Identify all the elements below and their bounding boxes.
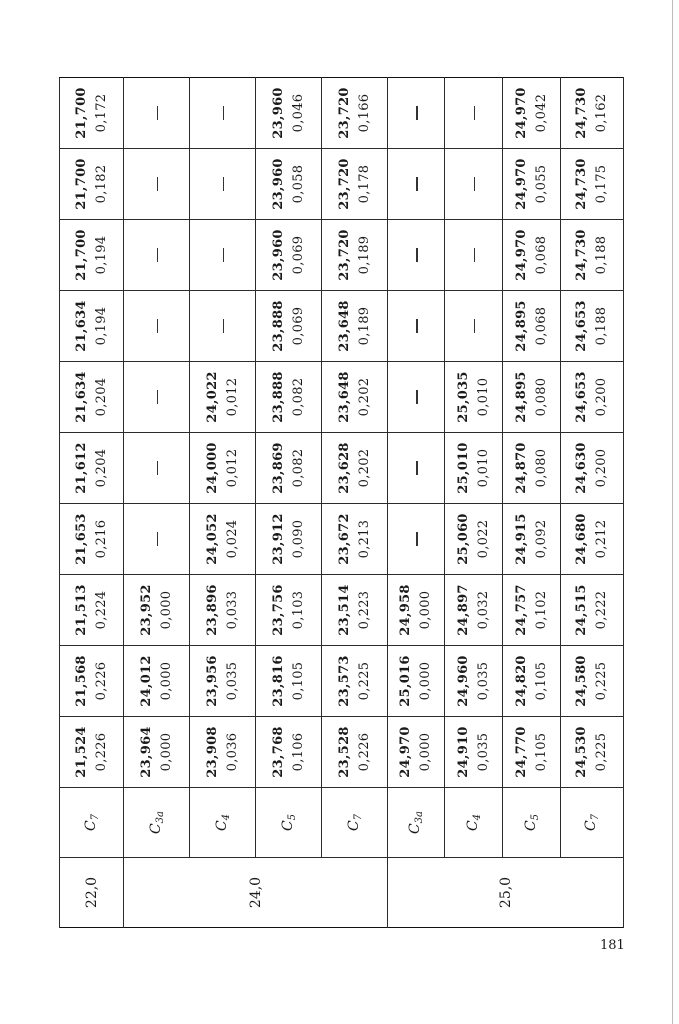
value-main: 23,648 xyxy=(336,371,352,423)
value-secondary: 0,033 xyxy=(224,590,240,630)
value-secondary: 0,035 xyxy=(224,661,240,701)
value-main: 23,912 xyxy=(270,513,286,565)
value-cell xyxy=(503,646,561,717)
dash-mark xyxy=(157,390,159,404)
value-main: 23,964 xyxy=(138,726,154,778)
value-main: 23,628 xyxy=(336,442,352,494)
group-label-subscript: 5 xyxy=(286,813,298,821)
value-cell xyxy=(124,575,190,646)
value-main: 23,720 xyxy=(336,229,352,281)
value-secondary: 0,189 xyxy=(356,306,372,346)
value-cell xyxy=(256,575,322,646)
group-label-cell xyxy=(445,788,503,858)
value-cell xyxy=(190,646,256,717)
empty-dash-cell xyxy=(190,78,256,149)
group-label-cell xyxy=(503,788,561,858)
empty-dash-cell xyxy=(388,362,445,433)
value-secondary: 0,204 xyxy=(93,377,109,417)
value-main: 23,648 xyxy=(336,300,352,352)
value-secondary: 0,024 xyxy=(224,519,240,559)
value-cell xyxy=(388,575,445,646)
value-secondary: 0,090 xyxy=(290,519,306,559)
value-cell xyxy=(190,717,256,788)
value-cell xyxy=(388,646,445,717)
value-secondary: 0,194 xyxy=(93,235,109,275)
value-main: 23,672 xyxy=(336,513,352,565)
value-cell xyxy=(561,149,624,220)
value-main: 23,952 xyxy=(138,584,154,636)
dash-mark xyxy=(157,319,159,333)
value-main: 24,730 xyxy=(574,229,589,281)
value-cell xyxy=(60,220,124,291)
value-secondary: 0,022 xyxy=(475,519,491,559)
value-cell xyxy=(561,433,624,504)
value-secondary: 0,080 xyxy=(533,377,549,417)
empty-dash-cell xyxy=(190,149,256,220)
empty-dash-cell xyxy=(124,362,190,433)
value-secondary: 0,226 xyxy=(93,661,109,701)
value-main: 23,720 xyxy=(336,87,352,139)
value-secondary: 0,036 xyxy=(224,732,240,772)
value-cell xyxy=(322,575,388,646)
value-main: 21,700 xyxy=(73,229,89,281)
value-cell xyxy=(256,362,322,433)
value-cell xyxy=(60,717,124,788)
value-main: 23,768 xyxy=(270,726,286,778)
value-cell xyxy=(256,291,322,362)
empty-dash-cell xyxy=(388,433,445,504)
value-main: 21,568 xyxy=(73,655,89,707)
value-secondary: 0,010 xyxy=(475,448,491,488)
empty-dash-cell xyxy=(445,149,503,220)
group-label-subscript: 3a xyxy=(414,810,425,824)
page-edge-line xyxy=(672,0,673,1024)
value-cell xyxy=(561,78,624,149)
value-cell xyxy=(503,149,561,220)
value-main: 24,580 xyxy=(574,655,589,707)
value-main: 23,528 xyxy=(336,726,352,778)
value-main: 24,022 xyxy=(204,371,220,423)
empty-dash-cell xyxy=(124,433,190,504)
value-secondary: 0,212 xyxy=(594,519,609,559)
empty-dash-cell xyxy=(388,291,445,362)
value-secondary: 0,010 xyxy=(475,377,491,417)
value-secondary: 0,080 xyxy=(533,448,549,488)
value-cell xyxy=(60,78,124,149)
dash-mark xyxy=(157,461,159,475)
dash-mark xyxy=(416,106,418,120)
group-label-cell xyxy=(388,788,445,858)
value-main: 24,960 xyxy=(455,655,471,707)
value-secondary: 0,012 xyxy=(224,448,240,488)
value-main: 23,960 xyxy=(270,87,286,139)
value-main: 24,970 xyxy=(513,158,529,210)
value-secondary: 0,000 xyxy=(158,661,174,701)
value-secondary: 0,069 xyxy=(290,235,306,275)
value-main: 24,052 xyxy=(204,513,220,565)
value-secondary: 0,216 xyxy=(93,519,109,559)
value-cell xyxy=(322,220,388,291)
empty-dash-cell xyxy=(388,149,445,220)
dash-mark xyxy=(416,390,418,404)
dash-mark xyxy=(416,461,418,475)
empty-dash-cell xyxy=(388,78,445,149)
dash-mark xyxy=(416,177,418,191)
group-label-cell xyxy=(190,788,256,858)
empty-dash-cell xyxy=(445,291,503,362)
value-secondary: 0,055 xyxy=(533,164,549,204)
dash-mark xyxy=(474,177,476,191)
value-main: 24,757 xyxy=(513,584,529,636)
value-main: 24,012 xyxy=(138,655,154,707)
value-cell xyxy=(256,433,322,504)
value-main: 24,680 xyxy=(574,513,589,565)
group-label-base: C xyxy=(279,820,296,832)
group-label-cell xyxy=(60,788,124,858)
value-main: 25,010 xyxy=(455,442,471,494)
value-main: 23,960 xyxy=(270,158,286,210)
value-secondary: 0,223 xyxy=(356,590,372,630)
value-secondary: 0,202 xyxy=(356,448,372,488)
table-row xyxy=(561,78,624,928)
value-cell xyxy=(561,646,624,717)
value-cell xyxy=(60,504,124,575)
value-main: 24,910 xyxy=(455,726,471,778)
value-main: 21,700 xyxy=(73,158,89,210)
empty-dash-cell xyxy=(124,291,190,362)
value-cell xyxy=(388,717,445,788)
table-row xyxy=(60,78,124,928)
value-main: 24,653 xyxy=(574,300,589,352)
value-cell xyxy=(322,504,388,575)
group-label-subscript: 4 xyxy=(220,813,232,821)
value-secondary: 0,068 xyxy=(533,235,549,275)
table-row xyxy=(388,78,445,928)
table-row xyxy=(124,78,190,928)
value-cell xyxy=(190,362,256,433)
value-cell xyxy=(561,575,624,646)
dash-mark xyxy=(157,248,159,262)
value-secondary: 0,068 xyxy=(533,306,549,346)
table-body xyxy=(60,78,624,928)
value-main: 21,653 xyxy=(73,513,89,565)
group-label-base: C xyxy=(213,820,230,832)
value-main: 24,630 xyxy=(574,442,589,494)
group-label-cell xyxy=(561,788,624,858)
value-main: 21,524 xyxy=(73,726,89,778)
value-cell xyxy=(256,504,322,575)
value-cell xyxy=(256,78,322,149)
value-secondary: 0,082 xyxy=(290,377,306,417)
value-secondary: 0,178 xyxy=(356,164,372,204)
group-label-subscript: 7 xyxy=(89,813,101,821)
value-main: 24,958 xyxy=(398,584,413,636)
dash-mark xyxy=(223,106,225,120)
empty-dash-cell xyxy=(445,78,503,149)
value-main: 23,956 xyxy=(204,655,220,707)
value-secondary: 0,000 xyxy=(418,732,433,772)
level-cell: 22,0 xyxy=(60,858,124,928)
group-label-base: C xyxy=(583,820,599,832)
value-secondary: 0,222 xyxy=(594,590,609,630)
value-cell xyxy=(322,291,388,362)
data-table xyxy=(59,77,624,928)
value-secondary: 0,000 xyxy=(418,661,433,701)
group-label-subscript: 3a xyxy=(154,810,166,824)
value-main: 24,770 xyxy=(513,726,529,778)
value-cell xyxy=(256,646,322,717)
value-secondary: 0,092 xyxy=(533,519,549,559)
rotated-table-container xyxy=(59,78,623,928)
value-cell xyxy=(256,149,322,220)
group-label-cell xyxy=(256,788,322,858)
value-cell xyxy=(503,504,561,575)
page-number: 181 xyxy=(600,938,625,953)
dash-mark xyxy=(474,248,476,262)
value-secondary: 0,188 xyxy=(594,235,609,275)
group-label-subscript: 5 xyxy=(529,813,541,821)
empty-dash-cell xyxy=(124,220,190,291)
value-cell xyxy=(503,220,561,291)
value-main: 23,720 xyxy=(336,158,352,210)
empty-dash-cell xyxy=(388,504,445,575)
value-cell xyxy=(124,717,190,788)
level-cell: 24,0 xyxy=(124,858,388,928)
value-main: 24,730 xyxy=(574,87,589,139)
value-cell xyxy=(561,291,624,362)
value-main: 24,970 xyxy=(513,87,529,139)
value-cell xyxy=(124,646,190,717)
value-cell xyxy=(256,717,322,788)
value-secondary: 0,105 xyxy=(533,732,549,772)
value-secondary: 0,000 xyxy=(418,590,433,630)
value-secondary: 0,226 xyxy=(356,732,372,772)
value-cell xyxy=(60,149,124,220)
value-cell xyxy=(322,717,388,788)
value-secondary: 0,058 xyxy=(290,164,306,204)
dash-mark xyxy=(416,532,418,546)
value-secondary: 0,213 xyxy=(356,519,372,559)
value-cell xyxy=(60,291,124,362)
dash-mark xyxy=(223,177,225,191)
value-main: 23,960 xyxy=(270,229,286,281)
group-label-base: C xyxy=(407,823,423,835)
value-secondary: 0,042 xyxy=(533,93,549,133)
table-row xyxy=(503,78,561,928)
value-cell xyxy=(60,646,124,717)
dash-mark xyxy=(416,319,418,333)
dash-mark xyxy=(474,319,476,333)
dash-mark xyxy=(157,532,159,546)
value-cell xyxy=(322,362,388,433)
rotated-table xyxy=(59,78,623,928)
value-main: 21,700 xyxy=(73,87,89,139)
dash-mark xyxy=(223,248,225,262)
table-row xyxy=(445,78,503,928)
value-cell xyxy=(190,575,256,646)
value-main: 21,634 xyxy=(73,371,89,423)
value-main: 23,514 xyxy=(336,584,352,636)
value-secondary: 0,103 xyxy=(290,590,306,630)
value-cell xyxy=(445,575,503,646)
value-secondary: 0,035 xyxy=(475,732,491,772)
value-secondary: 0,012 xyxy=(224,377,240,417)
value-secondary: 0,200 xyxy=(594,377,609,417)
group-label-subscript: 4 xyxy=(471,813,483,821)
value-cell xyxy=(561,717,624,788)
table-row xyxy=(256,78,322,928)
value-cell xyxy=(445,646,503,717)
table-row xyxy=(322,78,388,928)
value-main: 25,060 xyxy=(455,513,471,565)
value-main: 24,820 xyxy=(513,655,529,707)
group-label-base: C xyxy=(522,820,539,832)
value-secondary: 0,102 xyxy=(533,590,549,630)
empty-dash-cell xyxy=(388,220,445,291)
value-main: 23,888 xyxy=(270,300,286,352)
value-secondary: 0,226 xyxy=(93,732,109,772)
value-secondary: 0,172 xyxy=(93,93,109,133)
value-secondary: 0,105 xyxy=(290,661,306,701)
value-main: 23,573 xyxy=(336,655,352,707)
value-main: 24,870 xyxy=(513,442,529,494)
value-secondary: 0,069 xyxy=(290,306,306,346)
value-secondary: 0,202 xyxy=(356,377,372,417)
dash-mark xyxy=(416,248,418,262)
value-main: 24,915 xyxy=(513,513,529,565)
dash-mark xyxy=(474,106,476,120)
group-label-cell xyxy=(322,788,388,858)
value-main: 21,634 xyxy=(73,300,89,352)
value-secondary: 0,175 xyxy=(594,164,609,204)
value-cell xyxy=(445,433,503,504)
value-cell xyxy=(503,362,561,433)
value-main: 24,000 xyxy=(204,442,220,494)
value-main: 24,895 xyxy=(513,371,529,423)
value-secondary: 0,225 xyxy=(594,732,609,772)
group-label-subscript: 7 xyxy=(590,813,601,821)
value-cell xyxy=(503,291,561,362)
empty-dash-cell xyxy=(445,220,503,291)
value-main: 24,897 xyxy=(455,584,471,636)
value-secondary: 0,204 xyxy=(93,448,109,488)
value-secondary: 0,224 xyxy=(93,590,109,630)
value-cell xyxy=(322,78,388,149)
value-main: 24,653 xyxy=(574,371,589,423)
value-main: 23,908 xyxy=(204,726,220,778)
value-main: 24,970 xyxy=(398,726,413,778)
group-label-base: C xyxy=(147,823,164,835)
value-main: 23,869 xyxy=(270,442,286,494)
value-cell xyxy=(322,646,388,717)
value-cell xyxy=(503,575,561,646)
value-cell xyxy=(190,504,256,575)
group-label-base: C xyxy=(345,820,362,832)
value-cell xyxy=(322,433,388,504)
table-row xyxy=(190,78,256,928)
value-cell xyxy=(60,575,124,646)
value-secondary: 0,000 xyxy=(158,732,174,772)
value-main: 25,035 xyxy=(455,371,471,423)
value-secondary: 0,032 xyxy=(475,590,491,630)
value-secondary: 0,162 xyxy=(594,93,609,133)
value-secondary: 0,200 xyxy=(594,448,609,488)
value-cell xyxy=(445,504,503,575)
value-main: 23,896 xyxy=(204,584,220,636)
value-main: 24,730 xyxy=(574,158,589,210)
value-secondary: 0,046 xyxy=(290,93,306,133)
empty-dash-cell xyxy=(124,149,190,220)
group-label-cell xyxy=(124,788,190,858)
empty-dash-cell xyxy=(190,220,256,291)
value-cell xyxy=(561,220,624,291)
value-cell xyxy=(561,504,624,575)
value-main: 21,513 xyxy=(73,584,89,636)
value-secondary: 0,166 xyxy=(356,93,372,133)
level-cell: 25,0 xyxy=(388,858,624,928)
group-label-subscript: 7 xyxy=(352,813,364,821)
value-secondary: 0,082 xyxy=(290,448,306,488)
value-secondary: 0,225 xyxy=(594,661,609,701)
value-secondary: 0,194 xyxy=(93,306,109,346)
value-cell xyxy=(322,149,388,220)
dash-mark xyxy=(223,319,225,333)
value-secondary: 0,106 xyxy=(290,732,306,772)
dash-mark xyxy=(157,177,159,191)
value-secondary: 0,225 xyxy=(356,661,372,701)
value-cell xyxy=(503,717,561,788)
group-label-base: C xyxy=(464,820,481,832)
value-secondary: 0,035 xyxy=(475,661,491,701)
value-main: 24,530 xyxy=(574,726,589,778)
empty-dash-cell xyxy=(190,291,256,362)
value-main: 24,970 xyxy=(513,229,529,281)
value-main: 24,515 xyxy=(574,584,589,636)
value-secondary: 0,000 xyxy=(158,590,174,630)
value-secondary: 0,189 xyxy=(356,235,372,275)
value-cell xyxy=(60,433,124,504)
value-secondary: 0,188 xyxy=(594,306,609,346)
value-cell xyxy=(256,220,322,291)
value-main: 25,016 xyxy=(398,655,413,707)
value-main: 21,612 xyxy=(73,442,89,494)
empty-dash-cell xyxy=(124,78,190,149)
value-main: 23,816 xyxy=(270,655,286,707)
value-cell xyxy=(503,433,561,504)
value-cell xyxy=(503,78,561,149)
group-label-base: C xyxy=(82,820,99,832)
value-cell xyxy=(190,433,256,504)
value-secondary: 0,105 xyxy=(533,661,549,701)
value-cell xyxy=(445,717,503,788)
value-cell xyxy=(60,362,124,433)
dash-mark xyxy=(157,106,159,120)
empty-dash-cell xyxy=(124,504,190,575)
value-main: 24,895 xyxy=(513,300,529,352)
value-cell xyxy=(561,362,624,433)
value-main: 23,756 xyxy=(270,584,286,636)
value-main: 23,888 xyxy=(270,371,286,423)
value-secondary: 0,182 xyxy=(93,164,109,204)
value-cell xyxy=(445,362,503,433)
